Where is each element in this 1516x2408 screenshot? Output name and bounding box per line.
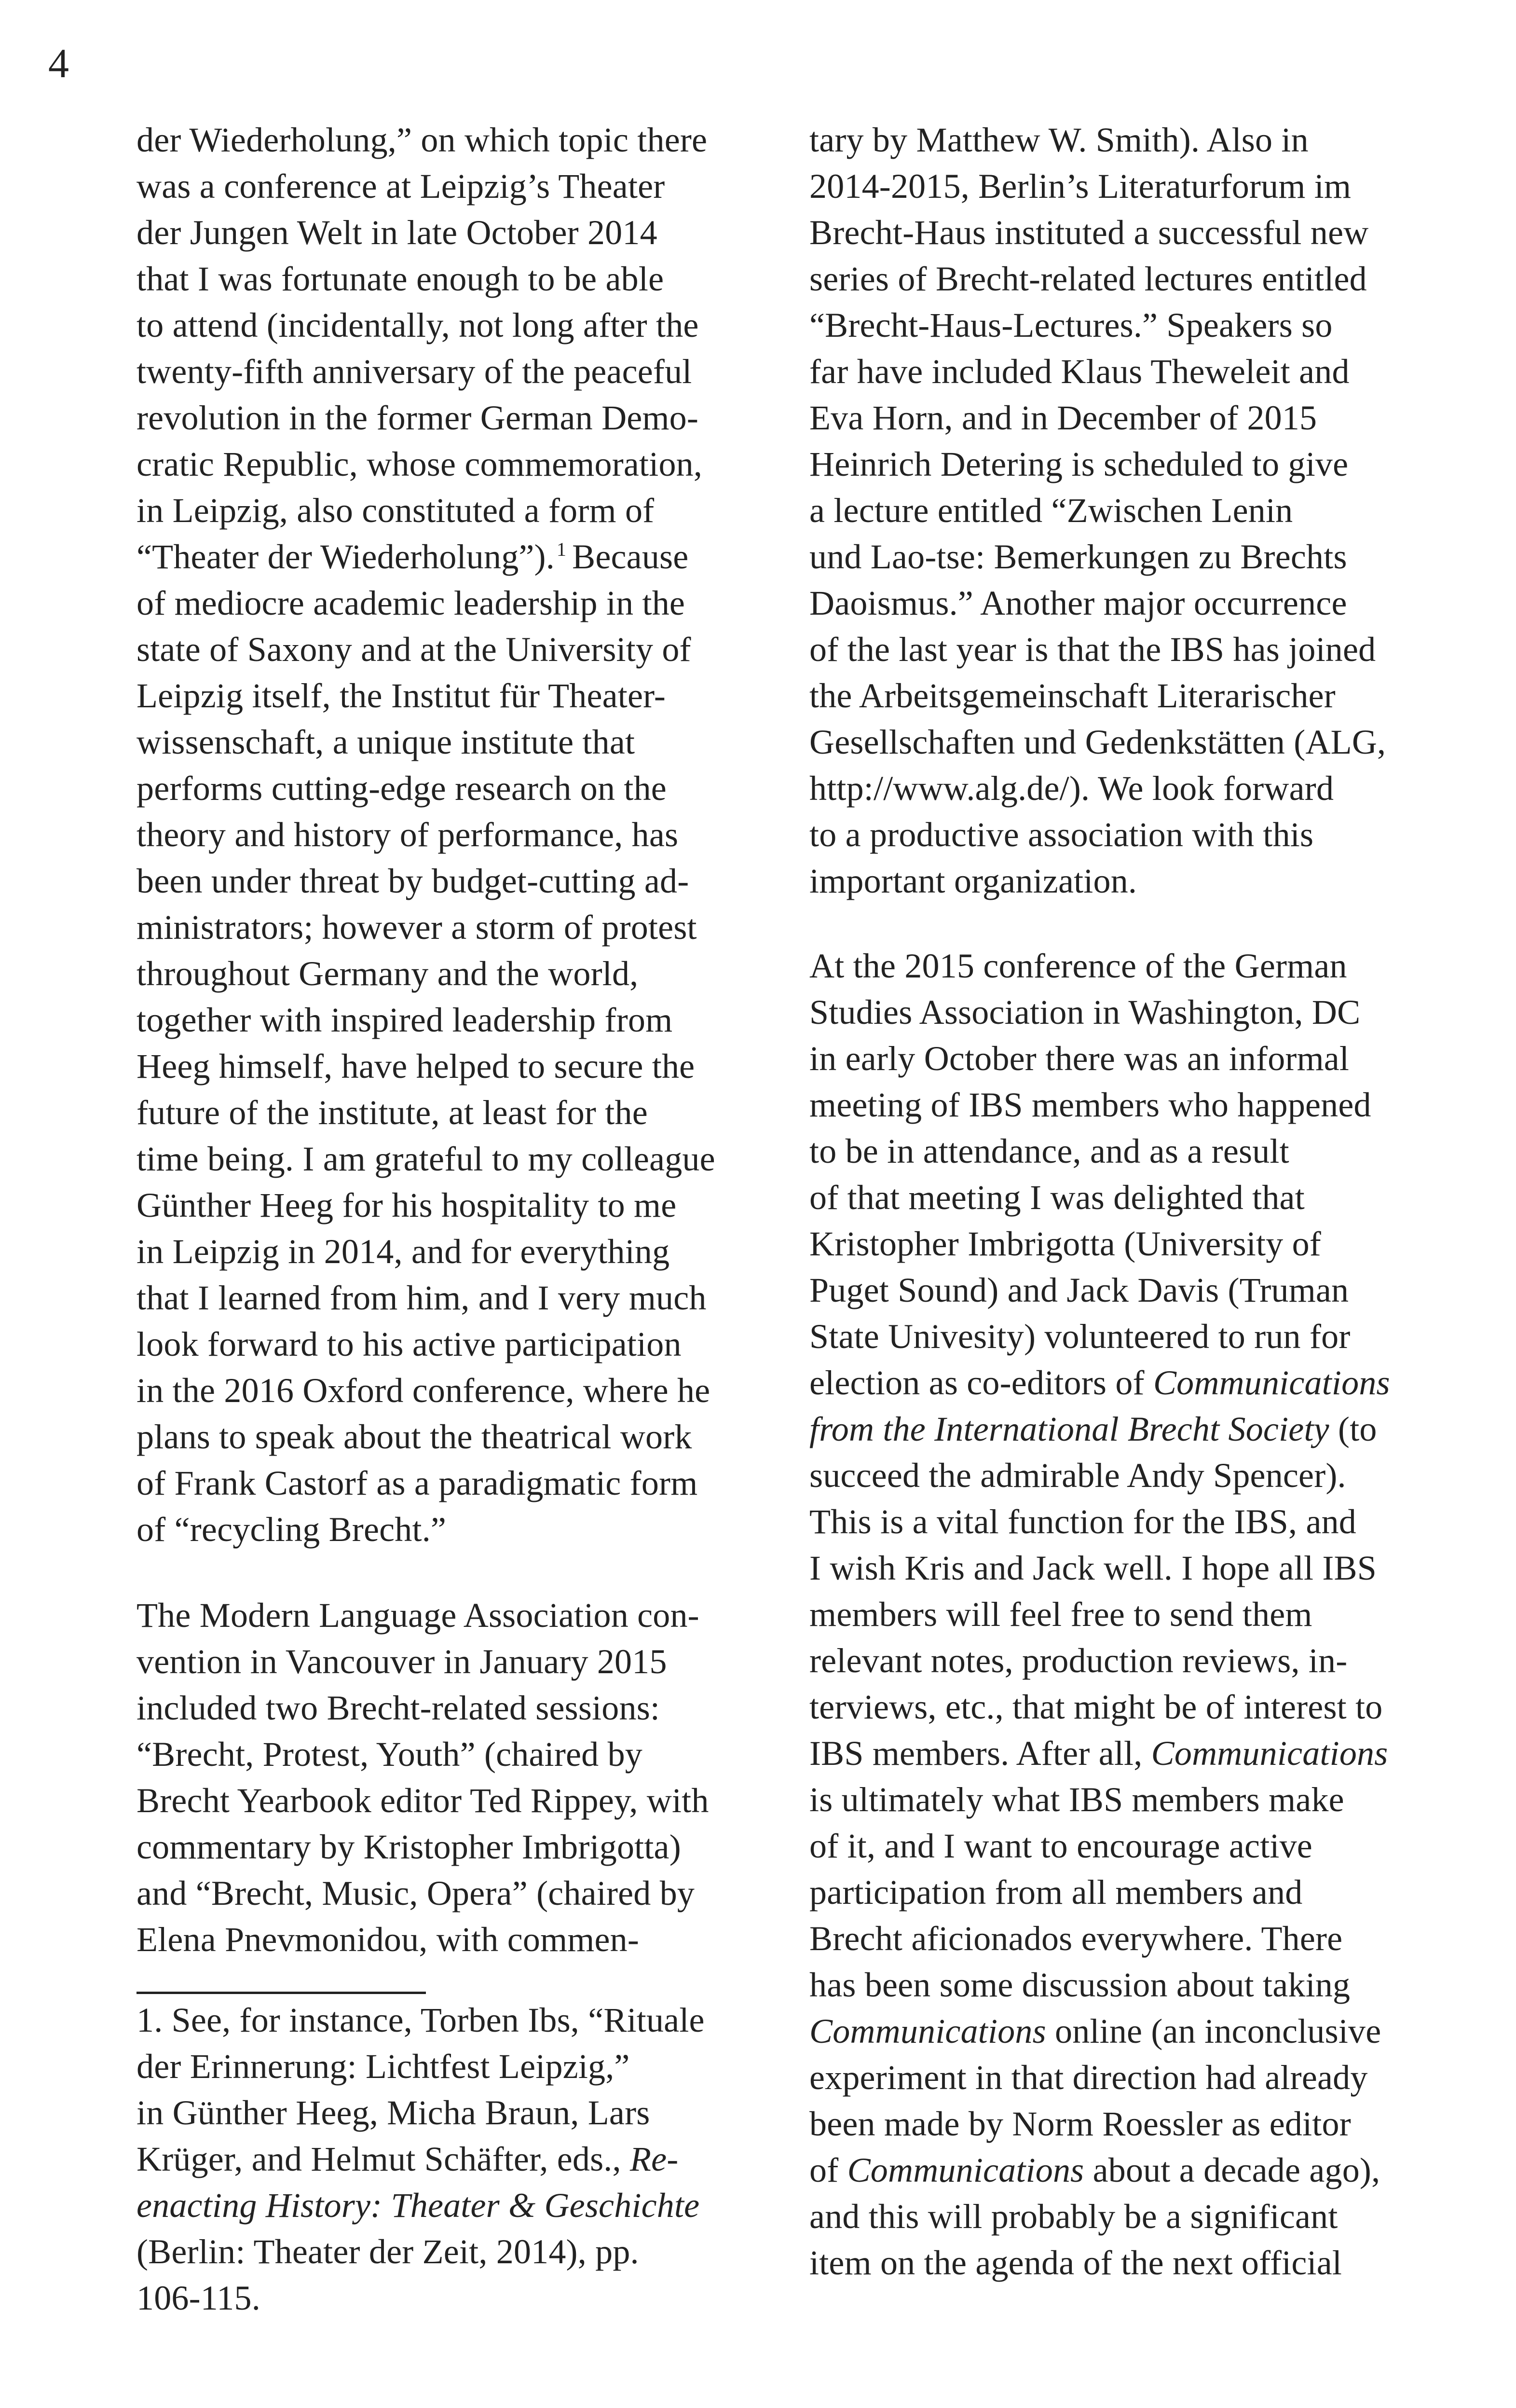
text-line — [137, 534, 778, 580]
text-line: to attend (incidentally, not long after the — [137, 306, 699, 344]
text-line: in the 2016 Oxford conference, where he — [137, 1371, 710, 1410]
text-line: far have included Klaus Theweleit and — [809, 352, 1350, 391]
text-line: time being. I am grateful to my colleague — [137, 1140, 715, 1178]
text-line: has been some discussion about taking — [809, 1966, 1351, 2004]
text-line: is ultimately what IBS members make — [809, 1780, 1344, 1819]
book-title: Re- — [629, 2140, 679, 2178]
text-line: Brecht-Haus instituted a successful new — [809, 213, 1369, 252]
text-line: “Brecht-Haus-Lectures.” Speakers so — [809, 306, 1333, 344]
paragraph-berlin-lectures — [809, 117, 1451, 904]
text-line: State Univesity) volunteered to run for — [809, 1317, 1351, 1356]
footnote-line: in Günther Heeg, Micha Braun, Lars — [137, 2093, 650, 2132]
text-line: a lecture entitled “Zwischen Lenin — [809, 491, 1293, 530]
text-line: terviews, etc., that might be of interest to — [809, 1688, 1383, 1726]
text-line: was a conference at Leipzig’s Theater — [137, 167, 665, 206]
text-line: performs cutting-edge research on the — [137, 769, 667, 808]
text-line: to be in attendance, and as a result — [809, 1132, 1289, 1170]
text-line: Brecht aficionados everywhere. There — [809, 1919, 1343, 1958]
text-line: revolution in the former German Demo- — [137, 399, 699, 437]
paragraph-mla-convention — [137, 1592, 778, 1963]
text-line: commentary by Kristopher Imbrigotta) — [137, 1828, 681, 1866]
publication-title: Communications — [847, 2151, 1084, 2189]
text-line: twenty-fifth anniversary of the peaceful — [137, 352, 692, 391]
text-line: state of Saxony and at the University of — [137, 630, 691, 669]
text-line: 2014-2015, Berlin’s Literaturforum im — [809, 167, 1352, 206]
text-line: been made by Norm Roessler as editor — [809, 2105, 1351, 2143]
paragraph-gast-heeg — [137, 117, 778, 1553]
text-line: Heeg himself, have helped to secure the — [137, 1047, 695, 1086]
text-line: throughout Germany and the world, — [137, 954, 639, 993]
text-line: of the last year is that the IBS has joined — [809, 630, 1376, 669]
text-line — [809, 1730, 1451, 1776]
text-line: http://www.alg.de/). We look forward — [809, 769, 1334, 808]
paragraph-gap — [137, 1553, 778, 1592]
footnote-line — [137, 2136, 778, 2182]
text-line: participation from all members and — [809, 1873, 1303, 1912]
text-line: plans to speak about the theatrical work — [137, 1417, 692, 1456]
text-line — [809, 2147, 1451, 2193]
text-run: IBS members. After all, — [809, 1734, 1151, 1773]
text-line: Brecht Yearbook editor Ted Rippey, with — [137, 1781, 709, 1820]
text-line: Heinrich Detering is scheduled to give — [809, 445, 1349, 483]
footnote-divider — [137, 1992, 426, 1994]
text-line: important organization. — [809, 862, 1137, 900]
text-line: Gesellschaften und Gedenkstätten (ALG, — [809, 723, 1386, 761]
paragraph-gap — [809, 904, 1451, 943]
text-run: (to — [1329, 1410, 1377, 1448]
text-line: Elena Pnevmonidou, with commen- — [137, 1920, 640, 1959]
text-line: cratic Republic, whose commemoration, — [137, 445, 703, 483]
text-line — [809, 1360, 1451, 1406]
publication-title: Communications — [809, 2012, 1046, 2050]
text-run: Because — [572, 537, 689, 576]
text-line: At the 2015 conference of the German — [809, 947, 1347, 985]
text-line: Eva Horn, and in December of 2015 — [809, 399, 1317, 437]
text-line: relevant notes, production reviews, in- — [809, 1641, 1348, 1680]
text-line: Leipzig itself, the Institut für Theater- — [137, 676, 666, 715]
text-line: vention in Vancouver in January 2015 — [137, 1642, 667, 1681]
publication-title: Communications — [1151, 1734, 1388, 1773]
left-column — [137, 117, 778, 2321]
text-line: and “Brecht, Music, Opera” (chaired by — [137, 1874, 695, 1913]
text-line: of mediocre academic leadership in the — [137, 584, 685, 622]
book-title: enacting History: Theater & Geschichte — [137, 2186, 700, 2225]
text-line: in Leipzig in 2014, and for everything — [137, 1232, 670, 1271]
text-line: and this will probably be a significant — [809, 2197, 1338, 2236]
page-number: 4 — [48, 40, 69, 86]
text-line: der Jungen Welt in late October 2014 — [137, 213, 657, 252]
text-line: The Modern Language Association con- — [137, 1596, 699, 1635]
text-line — [809, 2008, 1451, 2054]
text-line: This is a vital function for the IBS, and — [809, 1502, 1357, 1541]
text-line: “Brecht, Protest, Youth” (chaired by — [137, 1735, 642, 1774]
footnote-line: 1. See, for instance, Torben Ibs, “Rituale — [137, 2001, 705, 2039]
footnote-line — [137, 2182, 778, 2229]
text-line: in Leipzig, also constituted a form of — [137, 491, 655, 530]
text-line: the Arbeitsgemeinschaft Literarischer — [809, 676, 1336, 715]
text-line: theory and history of performance, has — [137, 815, 679, 854]
footnote-line: 106-115. — [137, 2279, 260, 2317]
text-line: in early October there was an informal — [809, 1039, 1350, 1078]
text-line: future of the institute, at least for the — [137, 1093, 648, 1132]
text-run: of — [809, 2151, 847, 2189]
publication-title: from the International Brecht Society — [809, 1410, 1329, 1448]
text-run: Krüger, and Helmut Schäfter, eds., — [137, 2140, 630, 2178]
text-line: that I was fortunate enough to be able — [137, 260, 664, 298]
text-line: experiment in that direction had already — [809, 2058, 1368, 2097]
text-line: Puget Sound) and Jack Davis (Truman — [809, 1271, 1349, 1309]
text-line: that I learned from him, and I very much — [137, 1279, 707, 1317]
text-line: been under threat by budget-cutting ad- — [137, 862, 689, 900]
text-line: look forward to his active participation — [137, 1325, 682, 1363]
text-line: of Frank Castorf as a paradigmatic form — [137, 1464, 698, 1502]
text-line: I wish Kris and Jack well. I hope all IBS — [809, 1549, 1377, 1587]
text-line: meeting of IBS members who happened — [809, 1086, 1371, 1124]
footnote-reference[interactable]: 1 — [556, 538, 567, 560]
text-line: Günther Heeg for his hospitality to me — [137, 1186, 677, 1225]
text-run: “Theater der Wiederholung”). — [137, 537, 555, 576]
footnote-line: der Erinnerung: Lichtfest Leipzig,” — [137, 2047, 630, 2086]
text-line: wissenschaft, a unique institute that — [137, 723, 635, 761]
text-line: members will feel free to send them — [809, 1595, 1312, 1634]
text-line: together with inspired leadership from — [137, 1001, 673, 1039]
text-line: of it, and I want to encourage active — [809, 1827, 1312, 1865]
paragraph-gsa-conference — [809, 943, 1451, 2286]
text-line: included two Brecht-related sessions: — [137, 1689, 660, 1727]
publication-title: Communications — [1153, 1363, 1390, 1402]
text-line: to a productive association with this — [809, 815, 1314, 854]
text-line: Kristopher Imbrigotta (University of — [809, 1225, 1321, 1263]
text-line: of “recycling Brecht.” — [137, 1510, 447, 1549]
text-run: about a decade ago), — [1084, 2151, 1380, 2189]
text-run: online (an inconclusive — [1046, 2012, 1381, 2050]
footnote — [137, 1997, 778, 2321]
text-line: der Wiederholung,” on which topic there — [137, 121, 708, 159]
right-column — [809, 117, 1451, 2286]
text-line: und Lao-tse: Bemerkungen zu Brechts — [809, 537, 1347, 576]
text-run: election as co-editors of — [809, 1363, 1153, 1402]
text-line: of that meeting I was delighted that — [809, 1178, 1305, 1217]
text-line: series of Brecht-related lectures entitled — [809, 260, 1367, 298]
text-line: succeed the admirable Andy Spencer). — [809, 1456, 1346, 1495]
text-line: tary by Matthew W. Smith). Also in — [809, 121, 1309, 159]
text-line: item on the agenda of the next official — [809, 2243, 1342, 2282]
text-line: Studies Association in Washington, DC — [809, 993, 1361, 1032]
text-line: Daoismus.” Another major occurrence — [809, 584, 1347, 622]
footnote-line: (Berlin: Theater der Zeit, 2014), pp. — [137, 2232, 639, 2271]
text-line: ministrators; however a storm of protest — [137, 908, 697, 947]
text-line — [809, 1406, 1451, 1452]
